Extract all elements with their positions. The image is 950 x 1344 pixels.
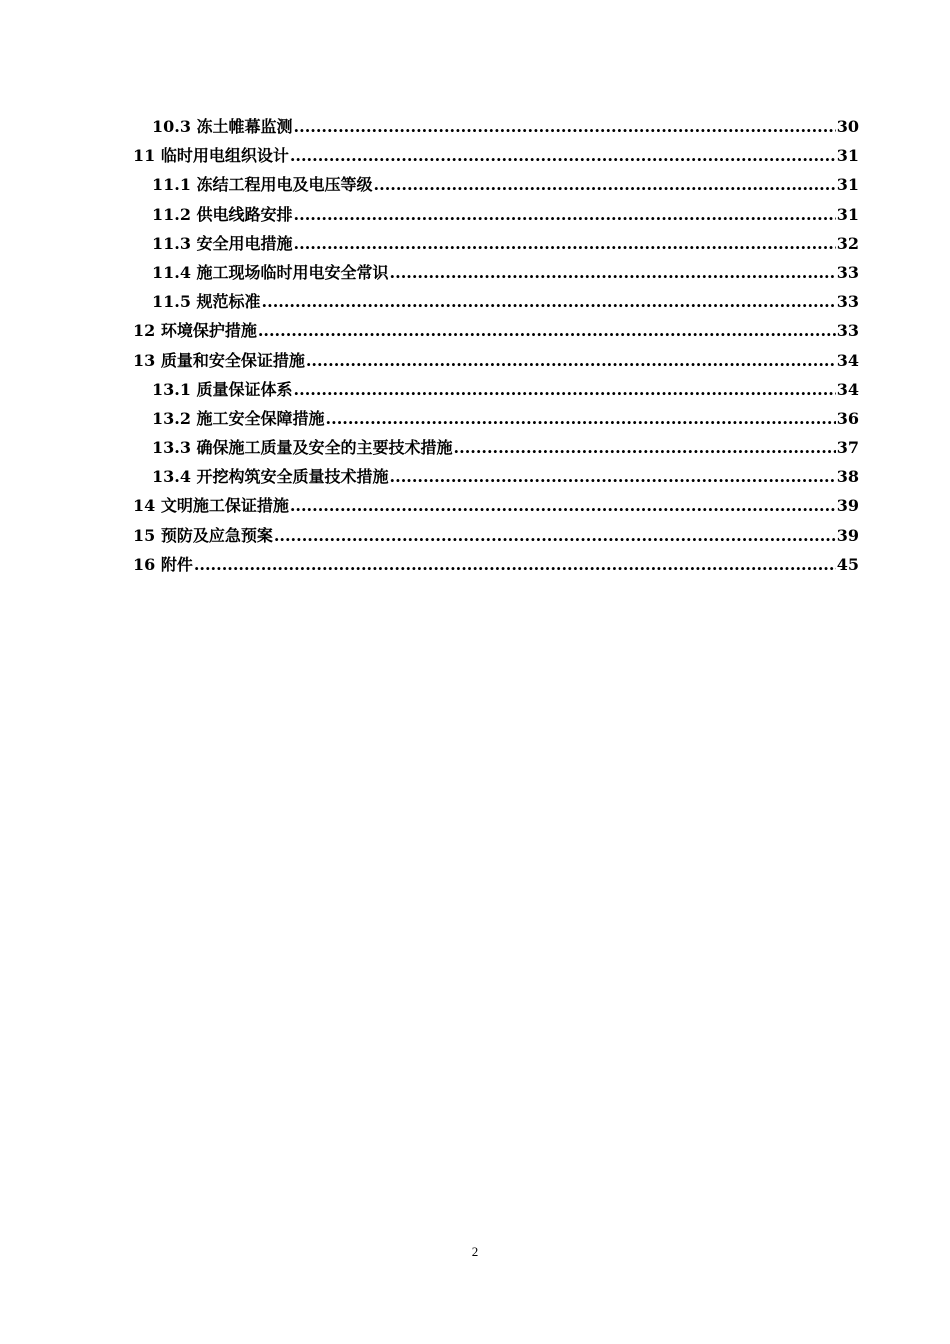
toc-entry-page: 32 (836, 233, 859, 253)
toc-entry-title: 13 质量和安全保证措施 (133, 350, 305, 370)
toc-entry-page: 31 (836, 146, 859, 166)
toc-entry-title: 10.3 冻土帷幕监测 (152, 117, 293, 136)
toc-dot-leader (294, 200, 836, 229)
toc-entry-page: 37 (836, 438, 859, 458)
toc-dot-leader (454, 433, 836, 462)
toc-entry[interactable] (133, 316, 859, 345)
toc-dot-leader (262, 287, 836, 316)
toc-entry-page: 38 (836, 467, 859, 487)
toc-entry[interactable] (133, 170, 859, 199)
toc-dot-leader (290, 141, 836, 170)
toc-entry[interactable] (133, 346, 859, 375)
table-of-contents (133, 112, 859, 579)
toc-entry-page: 39 (836, 525, 859, 545)
toc-entry-title: 11.2 供电线路安排 (152, 204, 293, 224)
toc-entry[interactable] (133, 112, 859, 141)
toc-entry-page: 33 (836, 262, 859, 282)
toc-entry-page: 34 (836, 379, 859, 399)
toc-dot-leader (306, 346, 836, 375)
toc-entry-page: 33 (836, 292, 859, 312)
toc-entry-title: 11.3 安全用电措施 (152, 233, 293, 253)
toc-dot-leader (294, 229, 836, 258)
toc-entry-title: 13.1 质量保证体系 (152, 379, 293, 399)
toc-entry[interactable] (133, 462, 859, 491)
toc-entry-page: 45 (836, 554, 859, 574)
toc-dot-leader (294, 375, 836, 404)
toc-entry[interactable] (133, 433, 859, 462)
toc-entry[interactable] (133, 404, 859, 433)
toc-entry-page: 36 (836, 408, 859, 428)
toc-entry[interactable] (133, 229, 859, 258)
toc-entry-title: 11 临时用电组织设计 (133, 146, 289, 166)
toc-entry[interactable] (133, 287, 859, 316)
toc-entry-title: 13.2 施工安全保障措施 (152, 408, 325, 428)
toc-entry-title: 13.4 开挖构筑安全质量技术措施 (152, 467, 389, 487)
toc-entry-title: 11.1 冻结工程用电及电压等级 (152, 175, 373, 195)
toc-entry[interactable] (133, 550, 859, 579)
toc-dot-leader (194, 550, 836, 579)
toc-entry[interactable] (133, 521, 859, 550)
toc-entry-page: 31 (836, 175, 859, 195)
toc-dot-leader (258, 316, 836, 345)
toc-entry-page: 31 (836, 204, 859, 224)
toc-entry-page: 39 (836, 496, 859, 516)
toc-dot-leader (390, 462, 836, 491)
toc-entry[interactable] (133, 258, 859, 287)
toc-entry[interactable] (133, 491, 859, 520)
toc-dot-leader (374, 170, 836, 199)
toc-entry-title: 14 文明施工保证措施 (133, 496, 289, 516)
toc-dot-leader (326, 404, 836, 433)
toc-entry-title: 13.3 确保施工质量及安全的主要技术措施 (152, 438, 453, 458)
toc-entry-title: 16 附件 (133, 554, 193, 574)
page-number: 2 (471, 1244, 479, 1259)
toc-entry[interactable] (133, 141, 859, 170)
toc-entry-title: 11.4 施工现场临时用电安全常识 (152, 262, 389, 282)
toc-dot-leader (390, 258, 836, 287)
toc-entry-title: 12 环境保护措施 (133, 321, 257, 341)
toc-entry-title: 15 预防及应急预案 (133, 525, 273, 545)
toc-entry[interactable] (133, 200, 859, 229)
toc-entry-page: 34 (836, 350, 859, 370)
toc-entry-title: 11.5 规范标准 (152, 292, 261, 312)
toc-dot-leader (274, 521, 836, 550)
toc-dot-leader (290, 491, 836, 520)
toc-entry-page: 33 (836, 321, 859, 341)
toc-entry[interactable] (133, 375, 859, 404)
toc-dot-leader (294, 112, 836, 141)
toc-entry-page: 30 (836, 117, 859, 136)
